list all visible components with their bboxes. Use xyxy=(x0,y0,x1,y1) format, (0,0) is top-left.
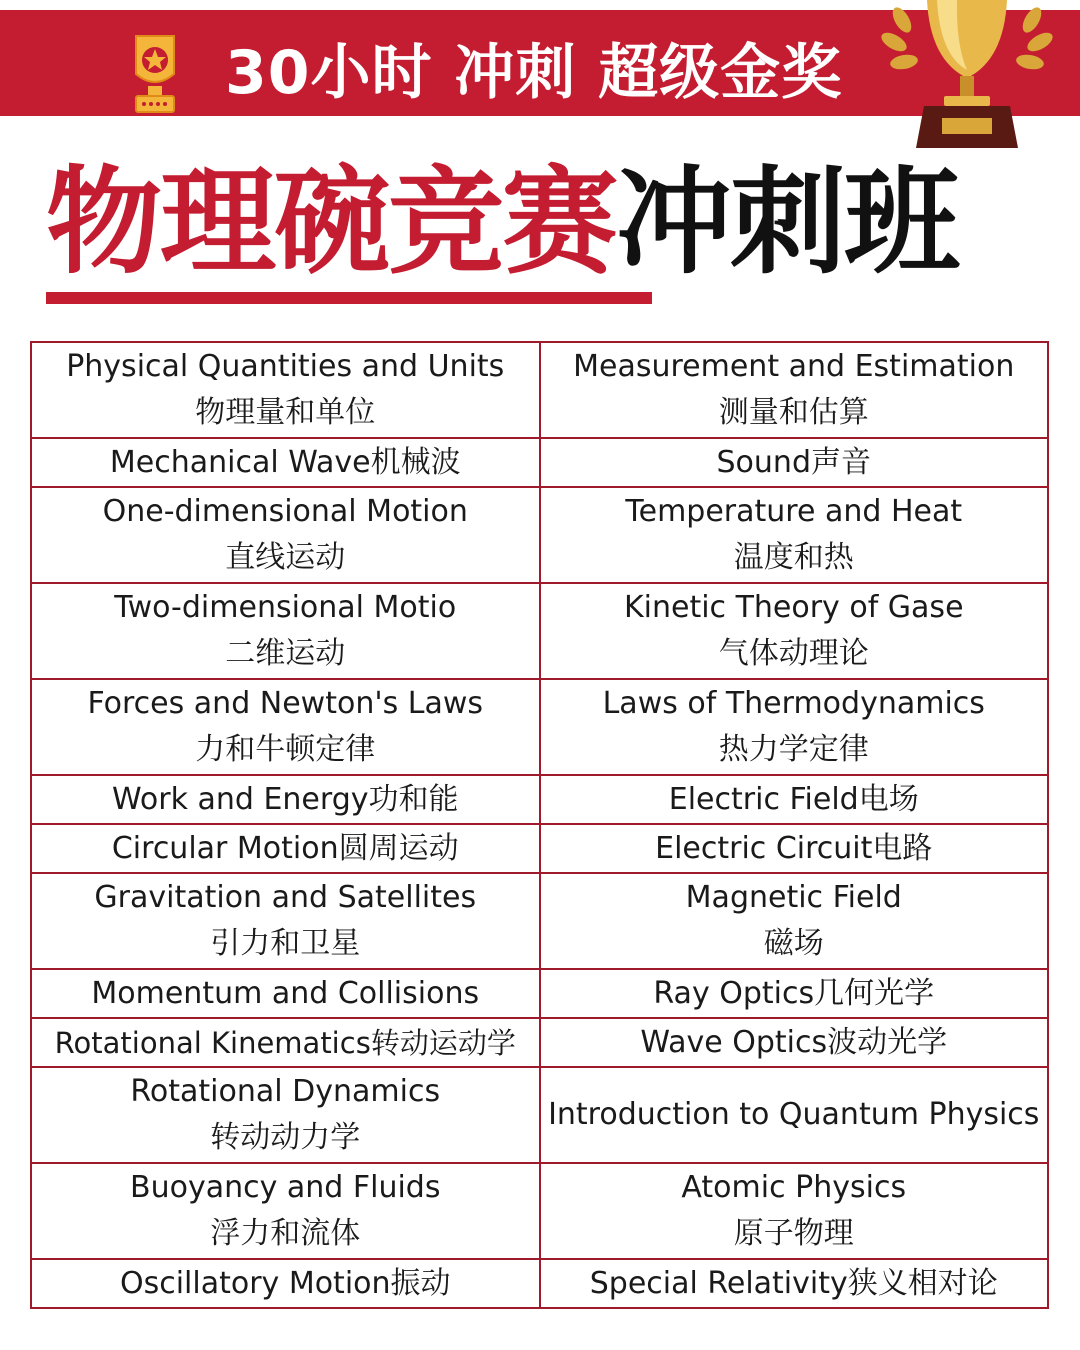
table-cell xyxy=(540,679,1049,775)
table-cell xyxy=(540,438,1049,487)
topics-table xyxy=(30,341,1049,1309)
banner-title: 30小时 冲刺 超级金奖 xyxy=(225,38,843,108)
main-title-red: 物理碗竞赛 xyxy=(46,155,616,290)
topic-en: Magnetic Field xyxy=(685,880,902,915)
topic-en: Rotational Dynamics xyxy=(130,1074,441,1109)
table-cell xyxy=(31,1259,540,1308)
topic-en: Mechanical Wave xyxy=(109,444,371,480)
title-underline xyxy=(46,292,652,304)
topic-en: Rotational Kinematics xyxy=(54,1025,371,1060)
topic-en: Buoyancy and Fluids xyxy=(130,1170,441,1205)
table-row xyxy=(31,583,1048,679)
topic-zh: 磁场 xyxy=(763,926,824,961)
table-cell xyxy=(540,342,1049,438)
topic-zh: 直线运动 xyxy=(225,540,346,575)
table-row xyxy=(31,969,1048,1018)
topic-en: Work and Energy xyxy=(111,781,369,817)
topic-en: Introduction to Quantum Physics xyxy=(548,1097,1040,1132)
table-row xyxy=(31,1067,1048,1163)
topic-zh: 转动动力学 xyxy=(210,1120,361,1155)
topic-zh: 几何光学 xyxy=(814,975,935,1011)
topic-zh: 气体动理论 xyxy=(718,636,869,671)
topic-zh: 振动 xyxy=(390,1265,451,1301)
table-cell xyxy=(31,824,540,873)
topic-en: Sound xyxy=(716,444,811,480)
table-cell xyxy=(31,775,540,824)
table-row xyxy=(31,873,1048,969)
topic-zh: 功和能 xyxy=(368,781,459,817)
table-row xyxy=(31,1163,1048,1259)
medal-icon xyxy=(130,32,180,116)
topic-en: Physical Quantities and Units xyxy=(66,349,505,384)
table-cell xyxy=(31,438,540,487)
topic-en: Electric Circuit xyxy=(655,830,873,866)
table-cell xyxy=(31,1067,540,1163)
topic-zh: 狭义相对论 xyxy=(847,1265,998,1301)
table-cell xyxy=(540,583,1049,679)
topic-en: Wave Optics xyxy=(640,1024,828,1060)
topic-en: Circular Motion xyxy=(111,830,339,866)
topic-zh: 二维运动 xyxy=(225,636,346,671)
topic-zh: 电场 xyxy=(858,781,919,817)
topic-en: Atomic Physics xyxy=(681,1170,907,1205)
topic-en: Measurement and Estimation xyxy=(573,349,1015,384)
topic-en: Forces and Newton's Laws xyxy=(87,686,484,721)
table-cell xyxy=(540,1067,1049,1163)
main-title-black: 冲刺班 xyxy=(616,155,958,290)
table-cell xyxy=(31,679,540,775)
table-cell xyxy=(31,873,540,969)
topic-en: Special Relativity xyxy=(589,1265,848,1301)
topic-en: Ray Optics xyxy=(653,975,815,1011)
topic-zh: 机械波 xyxy=(370,444,461,480)
table-cell xyxy=(31,969,540,1018)
table-cell xyxy=(31,1163,540,1259)
table-cell xyxy=(31,583,540,679)
topic-zh: 力和牛顿定律 xyxy=(195,732,376,767)
topic-zh: 热力学定律 xyxy=(718,732,869,767)
table-row xyxy=(31,679,1048,775)
table-row xyxy=(31,775,1048,824)
main-title xyxy=(46,155,958,290)
topic-zh: 转动运动学 xyxy=(370,1025,516,1060)
topic-en: Temperature and Heat xyxy=(625,494,963,529)
table-cell xyxy=(31,1018,540,1067)
table-row xyxy=(31,1018,1048,1067)
topic-en: Gravitation and Satellites xyxy=(94,880,477,915)
topic-en: Momentum and Collisions xyxy=(91,975,480,1011)
trophy-icon xyxy=(872,0,1062,152)
topic-zh: 测量和估算 xyxy=(718,395,869,430)
topic-en: One-dimensional Motion xyxy=(102,494,468,529)
topic-zh: 圆周运动 xyxy=(338,830,459,866)
topic-en: Kinetic Theory of Gase xyxy=(623,590,964,625)
table-cell xyxy=(540,775,1049,824)
table-cell xyxy=(540,487,1049,583)
table-cell xyxy=(540,969,1049,1018)
table-row xyxy=(31,824,1048,873)
topic-zh: 温度和热 xyxy=(733,540,854,575)
topic-zh: 声音 xyxy=(810,444,871,480)
table-cell xyxy=(540,1163,1049,1259)
topic-zh: 波动光学 xyxy=(827,1024,948,1060)
topic-en: Laws of Thermodynamics xyxy=(602,686,985,721)
table-cell xyxy=(540,1259,1049,1308)
topic-zh: 电路 xyxy=(872,830,933,866)
table-cell xyxy=(31,487,540,583)
topic-zh: 引力和卫星 xyxy=(210,926,361,961)
table-cell xyxy=(540,824,1049,873)
table-row xyxy=(31,487,1048,583)
topic-zh: 原子物理 xyxy=(733,1216,854,1251)
table-row xyxy=(31,342,1048,438)
topic-en: Two-dimensional Motio xyxy=(114,590,457,625)
table-cell xyxy=(540,873,1049,969)
table-cell xyxy=(540,1018,1049,1067)
table-row xyxy=(31,1259,1048,1308)
topic-en: Electric Field xyxy=(668,781,859,817)
table-row xyxy=(31,438,1048,487)
topic-zh: 物理量和单位 xyxy=(195,395,376,430)
table-cell xyxy=(31,342,540,438)
topic-en: Oscillatory Motion xyxy=(119,1265,391,1301)
topic-zh: 浮力和流体 xyxy=(210,1216,361,1251)
